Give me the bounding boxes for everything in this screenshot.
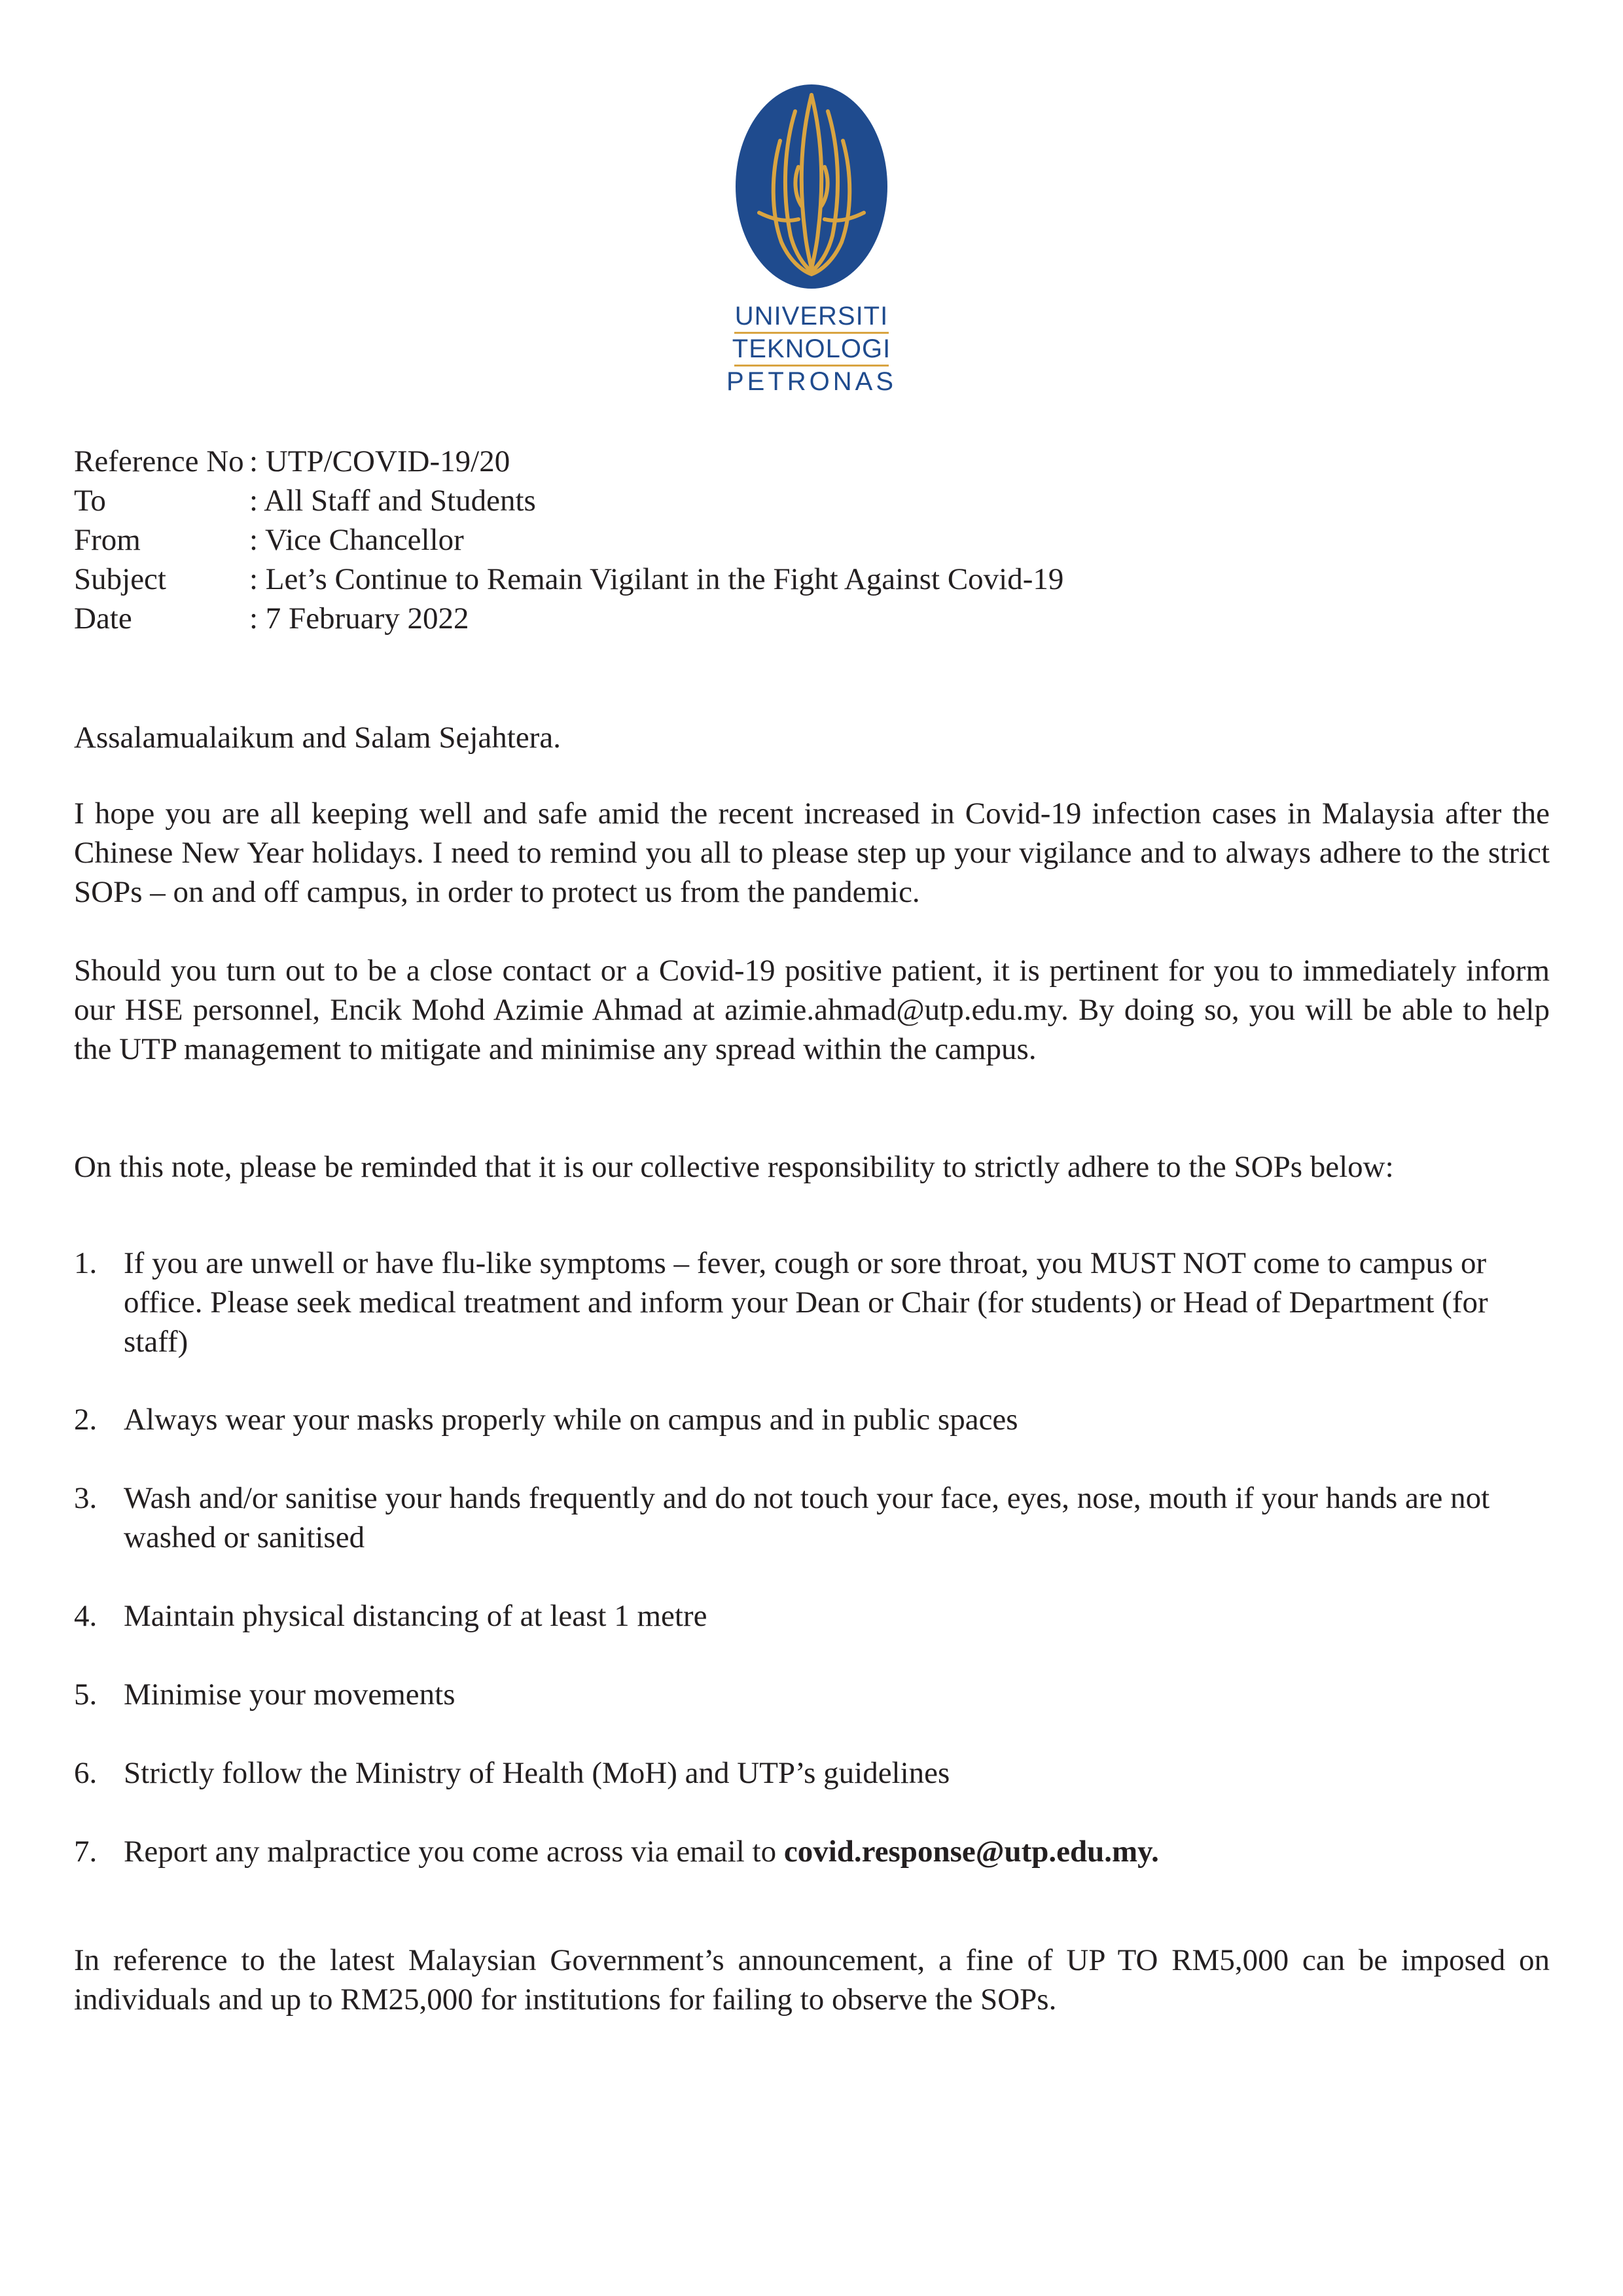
logo-line-teknologi: TEKNOLOGI	[732, 334, 891, 363]
sop-item	[74, 1479, 1550, 1557]
sop-item	[74, 1753, 1550, 1793]
logo-line-universiti: UNIVERSITI	[734, 302, 889, 331]
sop-text: Minimise your movements	[124, 1677, 455, 1712]
logo-line-petronas: PETRONAS	[726, 367, 897, 396]
paragraph-fine-notice: In reference to the latest Malaysian Government’s announcement, a fine of UP TO RM5,000 can be imposed on individuals and up to RM25,000 for institutions for failing to observe the SOPs.	[74, 1943, 1550, 2017]
paragraph-close-contact: Should you turn out to be a close contact or a Covid-19 positive patient, it is pertinent for you to immediately inform our HSE personnel, Encik Mohd Azimie Ahmad at azimie.ahmad@utp.edu.my. By doing so, you will be able to help the UTP management to mitigate and minimise any spread within the campus.	[74, 954, 1550, 1066]
sop-text-plain: Report any malpractice you come across via email to	[124, 1835, 784, 1869]
sop-number: 3.	[74, 1481, 98, 1515]
date-label: Date	[74, 601, 132, 636]
memo-row-from	[74, 520, 1063, 560]
subject-value: : Let’s Continue to Remain Vigilant in the Fight Against Covid-19	[249, 562, 1064, 596]
sop-text: Maintain physical distancing of at least 1 metre	[124, 1599, 707, 1633]
greeting: Assalamualaikum and Salam Sejahtera.	[74, 721, 561, 755]
sop-text	[124, 1832, 1550, 1871]
sop-item	[74, 1675, 1550, 1714]
date-value: : 7 February 2022	[249, 601, 469, 636]
sop-item	[74, 1244, 1550, 1361]
memo-row-date	[74, 599, 1063, 638]
sop-number: 1.	[74, 1246, 98, 1280]
utp-emblem-icon	[733, 82, 890, 291]
sop-text: Strictly follow the Ministry of Health (MoH) and UTP’s guidelines	[124, 1756, 950, 1790]
paragraph-sop-intro: On this note, please be reminded that it is our collective responsibility to strictly adhere to the SOPs below:	[74, 1150, 1394, 1184]
sop-text: Wash and/or sanitise your hands frequently and do not touch your face, eyes, nose, mouth if your hands are not washed or sanitised	[124, 1481, 1490, 1554]
from-label: From	[74, 523, 141, 557]
sop-number: 6.	[74, 1756, 98, 1790]
reference-value: : UTP/COVID-19/20	[249, 444, 510, 478]
sop-item	[74, 1596, 1550, 1636]
memo-row-subject	[74, 560, 1063, 599]
to-label: To	[74, 484, 106, 518]
sop-text: Always wear your masks properly while on campus and in public spaces	[124, 1403, 1018, 1437]
from-value: : Vice Chancellor	[249, 523, 464, 557]
sop-item	[74, 1400, 1550, 1439]
sop-number: 7.	[74, 1835, 98, 1869]
memo-row-to	[74, 481, 1063, 520]
sop-number: 2.	[74, 1403, 98, 1437]
sop-text: If you are unwell or have flu-like symptoms – fever, cough or sore throat, you MUST NOT come to campus or office. Please seek medical treatment and inform your Dean or Chair (for students) or Head of Department (for staff)	[124, 1246, 1488, 1359]
to-value: : All Staff and Students	[249, 484, 536, 518]
covid-response-email: covid.response@utp.edu.my.	[783, 1835, 1159, 1869]
paragraph-intro: I hope you are all keeping well and safe amid the recent increased in Covid-19 infection cases in Malaysia after the Chinese New Year holidays. I need to remind you all to please step up your vigilance and to always adhere to the strict SOPs – on and off campus, in order to protect us from the pandemic.	[74, 797, 1550, 909]
subject-label: Subject	[74, 562, 166, 596]
memo-row-reference	[74, 442, 1063, 481]
memo-header	[74, 442, 1063, 638]
reference-label: Reference No	[74, 444, 244, 478]
utp-wordmark	[707, 301, 916, 397]
sop-item	[74, 1832, 1550, 1871]
sop-number: 4.	[74, 1599, 98, 1633]
sop-number: 5.	[74, 1677, 98, 1712]
